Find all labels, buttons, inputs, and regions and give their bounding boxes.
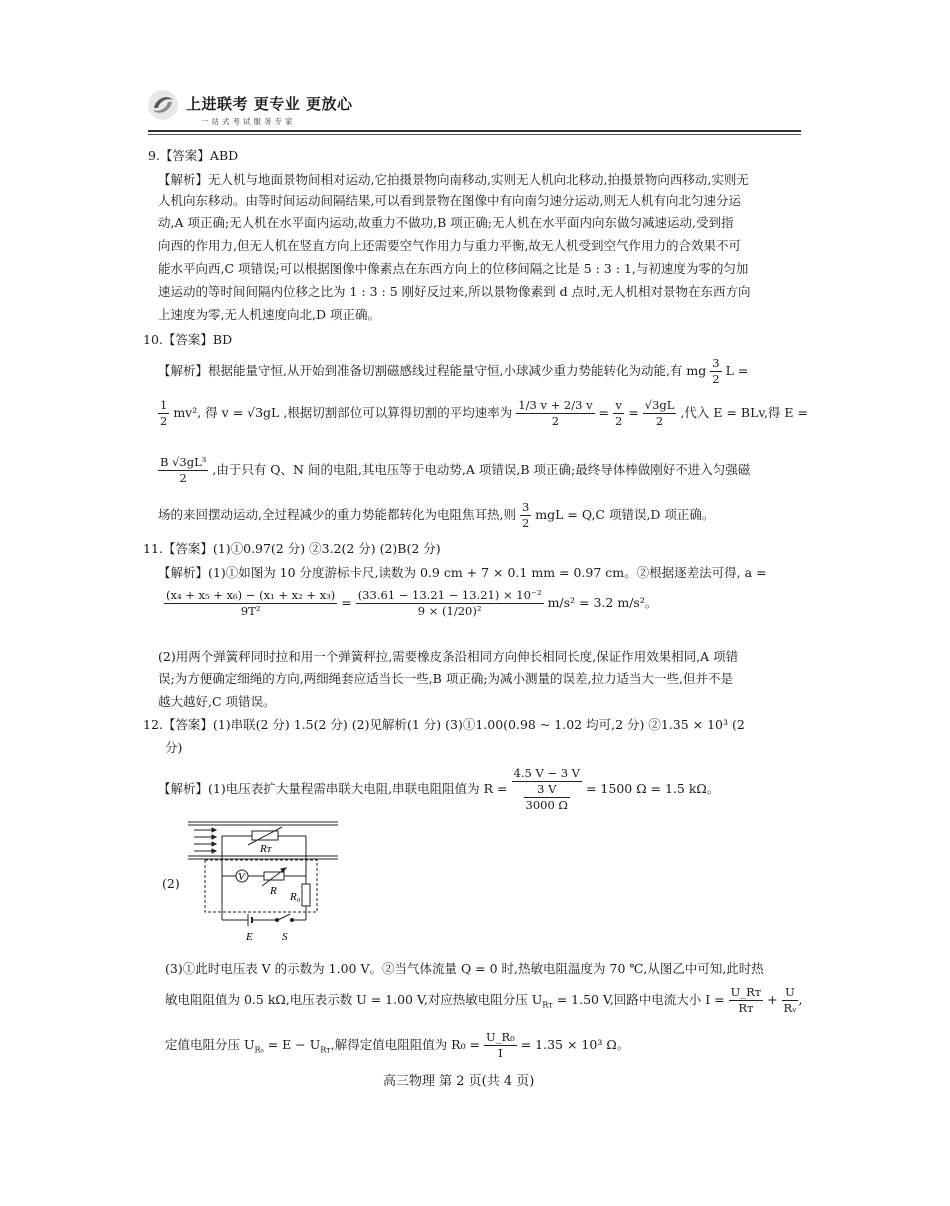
q9-analysis-line: 上速度为零,无人机速度向北,D 项正确。 (158, 307, 380, 322)
part-2-label: (2) (162, 876, 180, 891)
q11-p2-line: (2)用两个弹簧秤同时拉和用一个弹簧秤拉,需要橡皮条沿相同方向伸长相同长度,保证作用效果相同,A 项错 (158, 649, 739, 664)
page-footer: 高三物理 第 2 页(共 4 页) (383, 1074, 535, 1089)
label-e: E (246, 931, 253, 943)
q12-text: = 1.35 × 10³ Ω。 (520, 1037, 630, 1052)
q10-line2: $\frac{1}{2}$ mv², 得 v = √3gL ,根据切割部位可以算得切割的平均速率为 $\frac{1/3 v + 2/3 v}{2}$ = $\frac{v}{2}$ = $\frac{√3gL}{2}$ ,代入 E = BLv,得 E = (160, 398, 808, 428)
formula-fraction (356, 588, 544, 619)
q12-line1 (158, 766, 719, 813)
variable-resistor-r (264, 872, 284, 880)
denominator: 2 (160, 414, 168, 428)
denominator: 2 (712, 372, 720, 386)
denominator: 2 (615, 414, 623, 428)
q9-analysis-line: 人机向东移动。由等时间运动间隔结果,可以看到景物在图像中有向南匀速分运动,则无人机有向北匀速分运 (158, 193, 741, 208)
numerator: 3 (521, 500, 530, 514)
q10-text: ,代入 E = BLv,得 E = (680, 405, 808, 420)
numerator: (x₄ + x₅ + x₆) − (x₁ + x₂ + x₃) (166, 588, 336, 602)
circuit-diagram (186, 818, 346, 950)
denominator: 3000 Ω (525, 798, 568, 812)
denominator: Rᴛ (738, 1001, 754, 1015)
denominator: 2 (655, 414, 664, 428)
numerator: v (613, 398, 624, 414)
q9-analysis-line: 动,A 项正确;无人机在水平面内运动,故重力不做功,B 项正确;无人机在水平面内向东做匀减速运动,受到指 (158, 215, 734, 230)
q10-answer: 10.【答案】BD (143, 332, 233, 347)
fraction-1-2 (158, 398, 169, 429)
q11-line1: 【解析】(1)①如图为 10 分度游标卡尺,读数为 0.9 cm + 7 × 0.1 mm = 0.97 cm。②根据逐差法可得, a = (158, 565, 767, 580)
q12-line5 (165, 1030, 629, 1066)
fraction-resistance (512, 766, 582, 813)
q9-answer: 9.【答案】ABD (148, 148, 239, 163)
q9-analysis-line: 速运动的等时间间隔内位移之比为 1 : 3 : 5 刚好反过来,所以景物像素到 d 点时,无人机相对景物在东西方向 (158, 284, 751, 299)
q12-text: = 1500 Ω = 1.5 kΩ。 (585, 781, 720, 796)
q12-text: 定值电阻分压 U (165, 1037, 255, 1052)
subscript: Rᴛ (320, 1045, 331, 1055)
numerator: 1 (160, 398, 168, 412)
label-r: R (270, 885, 277, 897)
switch-s (278, 914, 290, 920)
fraction-3-2 (710, 356, 721, 387)
q10-text: 【解析】根据能量守恒,从开始到准备切割磁感线过程能量守恒,小球减少重力势能转化为动能,有 mg (158, 363, 707, 378)
q10-text: 场的来回摆动运动,全过程减少的重力势能都转化为电阻焦耳热,则 (158, 507, 516, 522)
logo-slogan: 上进联考 更专业 更放心 (186, 95, 353, 113)
q11-answer: 11.【答案】(1)①0.97(2 分) ②3.2(2 分) (2)B(2 分) (143, 541, 441, 556)
q12-line4: 敏电阻阻值为 0.5 kΩ,电压表示数 U = 1.00 V,对应热敏电阻分压 $U_{Rᴛ} = 1.50$ V,回路中电流大小 I = $\frac{\text{U\_Rᴛ}}{\text{Rᴛ}}$ + $\frac{U}{\text{Rᵥ}}$ , (165, 985, 803, 1015)
denominator: I (498, 1046, 503, 1060)
q11-p2-line: 越大越好,C 项错误。 (158, 694, 276, 709)
q12-text: = 1.50 V,回路中电流大小 I = (552, 992, 725, 1007)
fraction-r0 (484, 1030, 517, 1061)
q10-text: mv², 得 v = √3gL ,根据切割部位可以算得切割的平均速率为 (173, 405, 513, 420)
numerator: 1/3 v + 2/3 v (518, 398, 593, 412)
resistor-r0 (302, 884, 310, 906)
q11-result: m/s² = 3.2 m/s²。 (547, 595, 658, 610)
numerator: 3 V (524, 782, 570, 798)
q12-text: = E − U (263, 1037, 321, 1052)
numerator: U (782, 985, 799, 1001)
q9-analysis-line: 向西的作用力,但无人机在竖直方向上还需要空气作用力与重力平衡,故无人机受到空气作用力的合效果不可 (158, 238, 741, 253)
q12-text: 敏电阻阻值为 0.5 kΩ,电压表示数 U = 1.00 V,对应热敏电阻分压 U (165, 992, 543, 1007)
q12-text: 【解析】(1)电压表扩大量程需串联大电阻,串联电阻阻值为 R = (158, 781, 508, 796)
header-rule-thin (148, 134, 801, 135)
label-rt: Rᴛ (260, 843, 271, 855)
denominator: 2 (551, 414, 560, 428)
numerator: √3gL (644, 398, 675, 412)
q12-text: ,解得定值电阻阻值为 R₀ = (330, 1037, 481, 1052)
denominator (512, 782, 582, 813)
denominator: 9 × (1/20)² (417, 604, 482, 618)
logo-icon (146, 88, 180, 122)
q12-answer: 12.【答案】(1)串联(2 分) 1.5(2 分) (2)见解析(1 分) (3)①1.00(0.98 ~ 1.02 均可,2 分) ②1.35 × 10³ (2 (143, 717, 745, 732)
fraction-average-speed (516, 398, 594, 429)
q10-text: L = (725, 363, 749, 378)
q12-line3: (3)①此时电压表 V 的示数为 1.00 V。②当气体流量 Q = 0 时,热敏电阻温度为 70 ℃,从图乙中可知,此时热 (165, 961, 764, 976)
q9-analysis-line: 【解析】无人机与地面景物间相对运动,它拍摄景物向南移动,实则无人机向北移动,拍摄景物向西移动,实则无 (158, 172, 749, 187)
q10-line4 (158, 500, 714, 531)
q10-line1 (158, 356, 748, 387)
numerator: (33.61 − 13.21 − 13.21) × 10⁻² (357, 588, 542, 602)
numerator: B √3gL³ (160, 455, 207, 469)
logo-subtitle: 一站式考试服务专家 (201, 117, 296, 126)
label-r0: R₀ (290, 891, 301, 903)
q10-text: ,由于只有 Q、N 间的电阻,其电压等于电动势,A 项错误,B 项正确;最终导体棒做刚好不进入匀强磁 (212, 462, 751, 477)
q10-line3 (158, 455, 750, 486)
q9-analysis-line: 能水平向西,C 项错误;可以根据图像中像素点在东西方向上的位移间隔之比是 5 : 3 : 1,与初速度为零的匀加 (158, 261, 749, 276)
subscript: R₀ (254, 1045, 264, 1055)
subscript: Rᴛ (542, 1000, 553, 1010)
fraction-sqrt-2 (643, 398, 677, 429)
q11-p2-line: 误;为方便确定细绳的方向,两细绳套应适当长一些,B 项正确;为减小测量的误差,拉力适当大一些,但并不是 (158, 671, 733, 686)
numerator: U_Rᴛ (730, 985, 762, 999)
q12-answer-cont: 分) (165, 740, 183, 755)
q10-text: mgL = Q,C 项错误,D 项正确。 (535, 507, 715, 522)
denominator: 2 (179, 471, 187, 485)
flow-arrows-icon (194, 828, 216, 853)
numerator: 4.5 V − 3 V (513, 766, 580, 780)
fraction-current-2 (782, 985, 799, 1016)
fraction-current-1 (729, 985, 763, 1016)
numerator: U_R₀ (486, 1030, 515, 1044)
header-rule-thick (148, 130, 801, 132)
fraction-v-2 (613, 398, 624, 429)
formula-fraction (164, 588, 337, 619)
denominator: Rᵥ (783, 1001, 797, 1015)
numerator: 3 (712, 356, 720, 370)
label-v: V (238, 871, 245, 883)
inner-fraction (524, 782, 570, 813)
denominator: 2 (521, 516, 530, 530)
fraction-E (158, 455, 208, 486)
fraction-3-2 (520, 500, 531, 531)
q11-formula: $\frac{\text{(x₄ + x₅ + x₆) − (x₁ + x₂ + x₃)}}{\text{9T²}}$ = $\frac{\text{(33.61 − 13.21 − 13.21) × 10⁻²}}{\text{9 × (1/20)²}}$ m/s² = 3.2 m/s²。 (166, 588, 658, 618)
denominator: 9T² (240, 604, 261, 618)
label-s: S (282, 931, 288, 943)
